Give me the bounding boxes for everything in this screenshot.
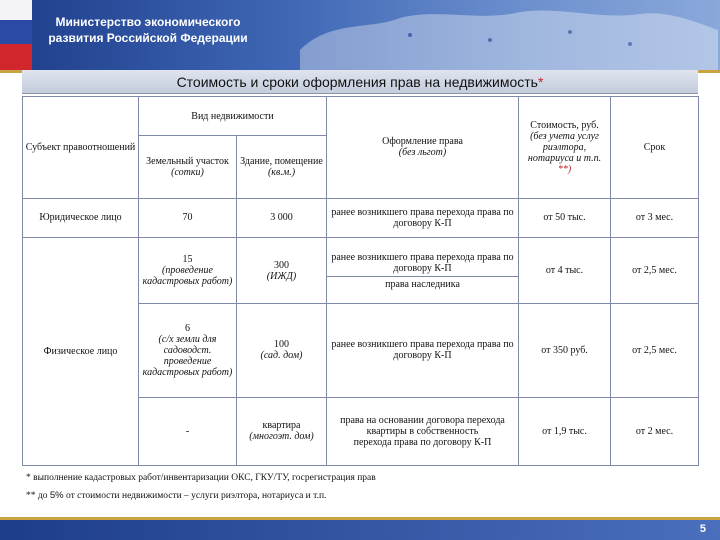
header-land-label: Земельный участок bbox=[146, 155, 229, 167]
header-cost bbox=[519, 97, 611, 199]
header-land bbox=[139, 136, 237, 198]
building-legal: 3 000 bbox=[237, 198, 327, 237]
footnote-2: ** до 5% от стоимости недвижимости – услуги риэлтора, нотариуса и т.п. bbox=[26, 490, 327, 501]
header-property-type: Вид недвижимости bbox=[139, 97, 327, 136]
russian-flag-icon bbox=[0, 0, 32, 70]
header-term: Срок bbox=[611, 97, 699, 199]
ministry-line-2: развития Российской Федерации bbox=[48, 31, 248, 45]
registration-individual-1-a: ранее возникшего права перехода права по договору К-П bbox=[331, 251, 514, 274]
page-title-text: Стоимость и сроки оформления прав на недвижимость bbox=[176, 74, 538, 90]
header-building-label: Здание, помещение bbox=[240, 155, 323, 167]
registration-legal: ранее возникшего права перехода права по договору К-П bbox=[327, 198, 519, 237]
ministry-name bbox=[38, 14, 258, 46]
land-legal: 70 bbox=[139, 198, 237, 237]
building-individual-2-value: 100 bbox=[274, 339, 289, 351]
term-legal: от 3 мес. bbox=[611, 198, 699, 237]
land-individual-2-value: 6 bbox=[185, 322, 190, 334]
land-individual-2 bbox=[139, 304, 237, 397]
header-building bbox=[237, 136, 327, 198]
cost-legal: от 50 тыс. bbox=[519, 198, 611, 237]
land-individual-1 bbox=[139, 237, 237, 303]
footer-bar bbox=[0, 517, 720, 540]
registration-individual-1 bbox=[327, 237, 519, 303]
building-individual-3-note: (многоэт. дом) bbox=[249, 431, 314, 443]
footnotes bbox=[26, 470, 706, 505]
registration-individual-3 bbox=[327, 397, 519, 465]
registration-individual-3-a: права на основании договора перехода квартиры в собственность bbox=[340, 414, 505, 437]
registration-individual-2: ранее возникшего права перехода права по договору К-П bbox=[327, 304, 519, 397]
header-land-unit: (сотки) bbox=[171, 166, 204, 178]
term-individual-2: от 2,5 мес. bbox=[611, 304, 699, 397]
building-individual-2-note: (сад. дом) bbox=[260, 350, 303, 362]
building-individual-1-value: 300 bbox=[274, 259, 289, 271]
land-individual-2-note: (с/х земли для садоводст. проведение кадастровых работ) bbox=[142, 333, 233, 378]
registration-individual-3-b: перехода права по договору К-П bbox=[353, 436, 492, 448]
map-decoration-icon bbox=[290, 0, 720, 70]
property-rights-table bbox=[22, 96, 699, 466]
header-registration bbox=[327, 97, 519, 199]
page-number: 5 bbox=[699, 523, 706, 535]
footnote-2-percent: 5% bbox=[49, 490, 64, 501]
building-individual-1-note: (ИЖД) bbox=[266, 270, 297, 282]
term-individual-3: от 2 мес. bbox=[611, 397, 699, 465]
header-banner bbox=[0, 0, 720, 70]
term-individual-1: от 2,5 мес. bbox=[611, 237, 699, 303]
header-cost-note: (без учета услуг риэлтора, нотариуса и т.п. **) bbox=[527, 130, 602, 175]
building-individual-3 bbox=[237, 397, 327, 465]
building-individual-2 bbox=[237, 304, 327, 397]
registration-individual-1-b: права наследника bbox=[385, 278, 460, 290]
cost-individual-2: от 350 руб. bbox=[519, 304, 611, 397]
header-cost-label: Стоимость, руб. bbox=[530, 119, 599, 131]
table-row-individual-1 bbox=[23, 237, 699, 303]
table-row-legal-entity bbox=[23, 198, 699, 237]
header-registration-label: Оформление права bbox=[382, 136, 463, 148]
header-subject: Субъект правоотношений bbox=[23, 97, 139, 199]
building-individual-1 bbox=[237, 237, 327, 303]
cost-individual-1: от 4 тыс. bbox=[519, 237, 611, 303]
building-individual-3-value: квартира bbox=[262, 420, 301, 432]
page-title bbox=[22, 70, 698, 94]
land-individual-3: - bbox=[139, 397, 237, 465]
land-individual-1-value: 15 bbox=[182, 254, 193, 266]
header-registration-note: (без льгот) bbox=[398, 147, 447, 159]
cost-individual-3: от 1,9 тыс. bbox=[519, 397, 611, 465]
header-building-unit: (кв.м.) bbox=[267, 166, 296, 178]
title-asterisk: * bbox=[537, 74, 544, 90]
land-individual-1-note: (проведение кадастровых работ) bbox=[142, 265, 233, 288]
subject-legal: Юридическое лицо bbox=[23, 198, 139, 237]
footnote-1: * выполнение кадастровых работ/инвентаризации ОКС, ГКУ/ТУ, госрегистрация прав bbox=[26, 473, 376, 483]
subject-individual: Физическое лицо bbox=[23, 237, 139, 465]
ministry-line-1: Министерство экономического bbox=[55, 15, 241, 29]
